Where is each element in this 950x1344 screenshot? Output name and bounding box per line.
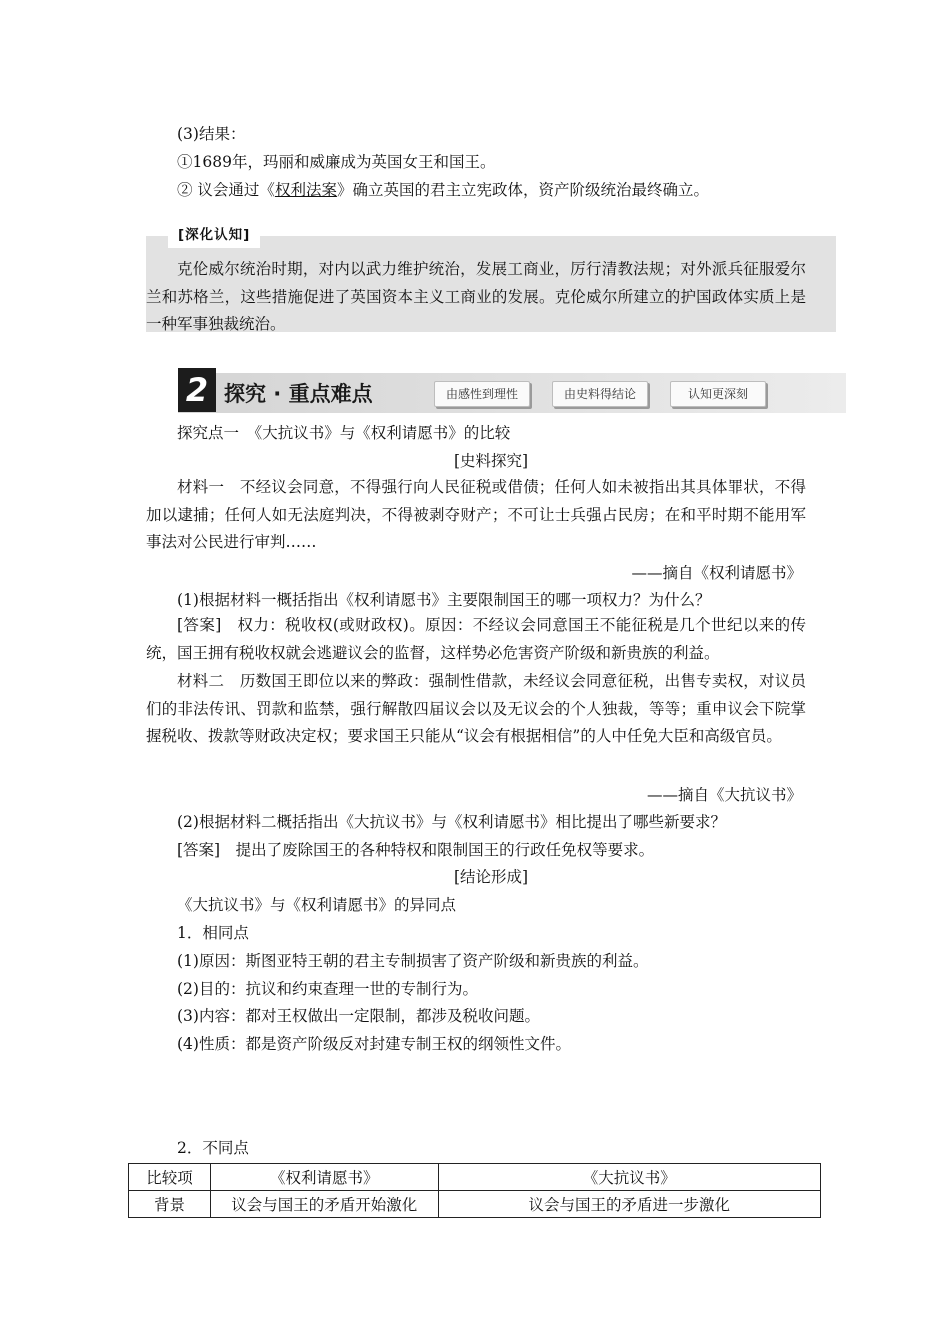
table-cell: 背景 <box>129 1191 211 1218</box>
similar-item-1: (1)原因：斯图亚特王朝的君主专制损害了资产阶级和新贵族的利益。 <box>177 952 649 970</box>
similar-item-2: (2)目的：抗议和约束查理一世的专制行为。 <box>177 980 478 998</box>
material-2: 材料二 历数国王即位以来的弊政：强制性借款，未经议会同意征税，出售专卖权，对议员们的非法传讯、罚款和监禁，强行解散四届议会以及无议会的个人独裁，等等；重申议会下院掌握税收、拨款等财政决定权；要求国王只能从“议会有根据相信”的人中任免大臣和高级官员。 <box>146 672 806 745</box>
section-title: 探究 · 重点难点 <box>224 382 373 406</box>
result-item-2-suffix: 》确立英国的君主立宪政体，资产阶级统治最终确立。 <box>336 181 709 199</box>
conclusion-heading: [结论形成] <box>453 868 529 886</box>
section-number: 2 <box>178 368 216 412</box>
source-1: ——摘自《权利请愿书》 <box>631 564 802 582</box>
similar-item-4: (4)性质：都是资产阶级反对封建专制王权的纲领性文件。 <box>177 1035 571 1053</box>
table-header-cell: 《权利请愿书》 <box>210 1164 438 1191</box>
point-title: 探究点一 《大抗议书》与《权利请愿书》的比较 <box>177 424 511 442</box>
table-cell: 议会与国王的矛盾进一步激化 <box>438 1191 820 1218</box>
question-1: (1)根据材料一概括指出《权利请愿书》主要限制国王的哪一项权力？为什么？ <box>177 591 711 609</box>
tag-button-2[interactable]: 由史料得结论 <box>552 381 648 407</box>
table-cell: 议会与国王的矛盾开始激化 <box>210 1191 438 1218</box>
bill-of-rights-link[interactable]: 权利法案 <box>274 181 337 199</box>
material-1: 材料一 不经议会同意，不得强行向人民征税或借债；任何人如未被指出其具体罪状，不得加以逮捕；任何人如无法庭判决，不得被剥夺财产；不可让士兵强占民房；在和平时期不能用军事法对公民进行审判…… <box>146 478 806 551</box>
different-heading: 2．不同点 <box>177 1139 249 1157</box>
result-item-1: ①1689年，玛丽和威廉成为英国女王和国王。 <box>177 153 496 171</box>
question-2: (2)根据材料二概括指出《大抗议书》与《权利请愿书》相比提出了哪些新要求？ <box>177 813 726 831</box>
answer-2: [答案] 提出了废除国王的各种特权和限制国王的行政任免权等要求。 <box>177 841 655 859</box>
table-row <box>129 1191 821 1218</box>
similar-heading: 1．相同点 <box>177 924 249 942</box>
similar-item-3: (3)内容：都对王权做出一定限制，都涉及税收问题。 <box>177 1007 540 1025</box>
table-header-row <box>129 1164 821 1191</box>
answer-1: [答案] 权力：税收权(或财政权)。原因：不经议会同意国王不能征税是几个世纪以来的传统，国王拥有税收权就会逃避议会的监督，这样势必危害资产阶级和新贵族的利益。 <box>146 616 806 662</box>
source-2: ——摘自《大抗议书》 <box>646 786 802 804</box>
tag-button-1[interactable]: 由感性到理性 <box>434 381 530 407</box>
deepen-text: 克伦威尔统治时期，对内以武力维护统治，发展工商业，厉行清教法规；对外派兵征服爱尔兰和苏格兰，这些措施促进了英国资本主义工商业的发展。克伦威尔所建立的护国政体实质上是一种军事独裁统治。 <box>146 260 806 333</box>
source-heading: [史料探究] <box>453 452 529 470</box>
comparison-title: 《大抗议书》与《权利请愿书》的异同点 <box>177 896 457 914</box>
deepen-tab: [深化认知] <box>168 222 260 248</box>
result-heading: (3)结果： <box>177 125 246 143</box>
table-header-cell: 《大抗议书》 <box>438 1164 820 1191</box>
result-item-2-prefix: ② 议会通过《 <box>177 181 275 199</box>
comparison-table <box>128 1163 821 1218</box>
tag-button-3[interactable]: 认知更深刻 <box>670 381 766 407</box>
table-header-cell: 比较项 <box>129 1164 211 1191</box>
result-item-2 <box>177 179 709 201</box>
